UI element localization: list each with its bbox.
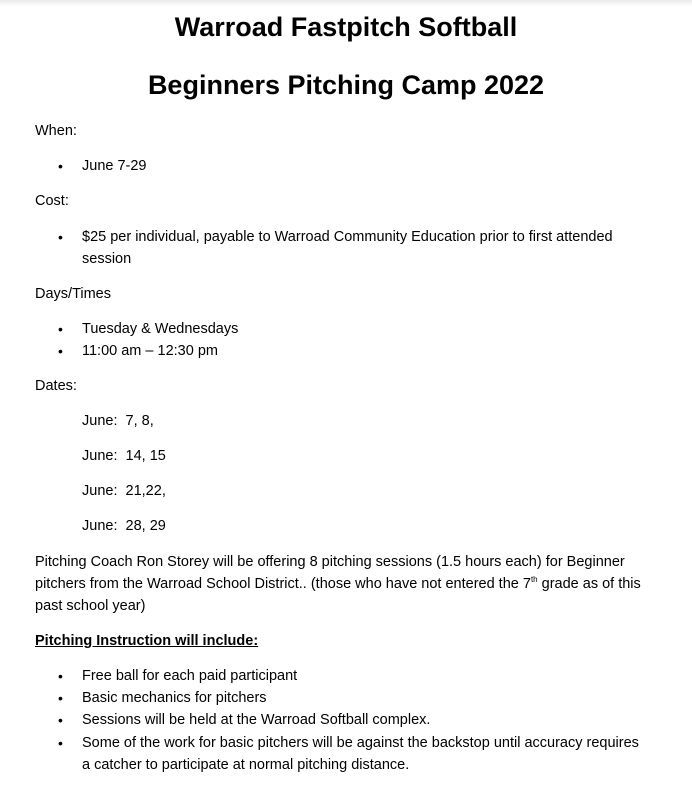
instruction-item-line2: a catcher to participate at normal pitching distance.: [82, 757, 410, 773]
description-line2-end: grade as of this: [537, 576, 641, 592]
description-line3: past school year): [35, 598, 146, 614]
date-entry: June: 28, 29: [82, 518, 166, 534]
instruction-item: Free ball for each paid participant: [82, 668, 298, 684]
instruction-item: Basic mechanics for pitchers: [82, 690, 267, 706]
date-entry: June: 7, 8,: [82, 413, 154, 429]
bullet-icon: •: [58, 229, 63, 245]
cost-item-line2: session: [82, 251, 132, 267]
bullet-icon: •: [58, 668, 63, 684]
cost-item-line1: $25 per individual, payable to Warroad Community Education prior to first attended: [82, 229, 613, 245]
bullet-icon: •: [58, 712, 63, 728]
date-entry: June: 14, 15: [82, 448, 166, 464]
days-times-label: Days/Times: [35, 286, 111, 302]
when-label: When:: [35, 123, 77, 139]
cost-label: Cost:: [35, 193, 69, 209]
date-entry: June: 21,22,: [82, 483, 166, 499]
times-item: 11:00 am – 12:30 pm: [82, 343, 218, 359]
bullet-icon: •: [58, 735, 63, 751]
document-title: Warroad Fastpitch Softball: [174, 12, 518, 42]
description-line1: Pitching Coach Ron Storey will be offering 8 pitching sessions (1.5 hours each) for Beginner: [35, 554, 625, 570]
bullet-icon: •: [58, 158, 63, 174]
instruction-item: Sessions will be held at the Warroad Softball complex.: [82, 712, 431, 728]
instruction-heading: Pitching Instruction will include:: [35, 633, 259, 649]
bullet-icon: •: [58, 321, 63, 337]
days-item: Tuesday & Wednesdays: [82, 321, 239, 337]
bullet-icon: •: [58, 690, 63, 706]
instruction-item-line1: Some of the work for basic pitchers will be against the backstop until accuracy requires: [82, 735, 639, 751]
when-item: June 7-29: [82, 158, 147, 174]
description-line2-start: pitchers from the Warroad School District.. (those who have not entered the 7: [35, 576, 531, 592]
document-subtitle: Beginners Pitching Camp 2022: [147, 70, 545, 100]
bullet-icon: •: [58, 343, 63, 359]
dates-label: Dates:: [35, 378, 77, 394]
description-line2: [35, 573, 660, 595]
ordinal-suffix: th: [530, 575, 538, 584]
